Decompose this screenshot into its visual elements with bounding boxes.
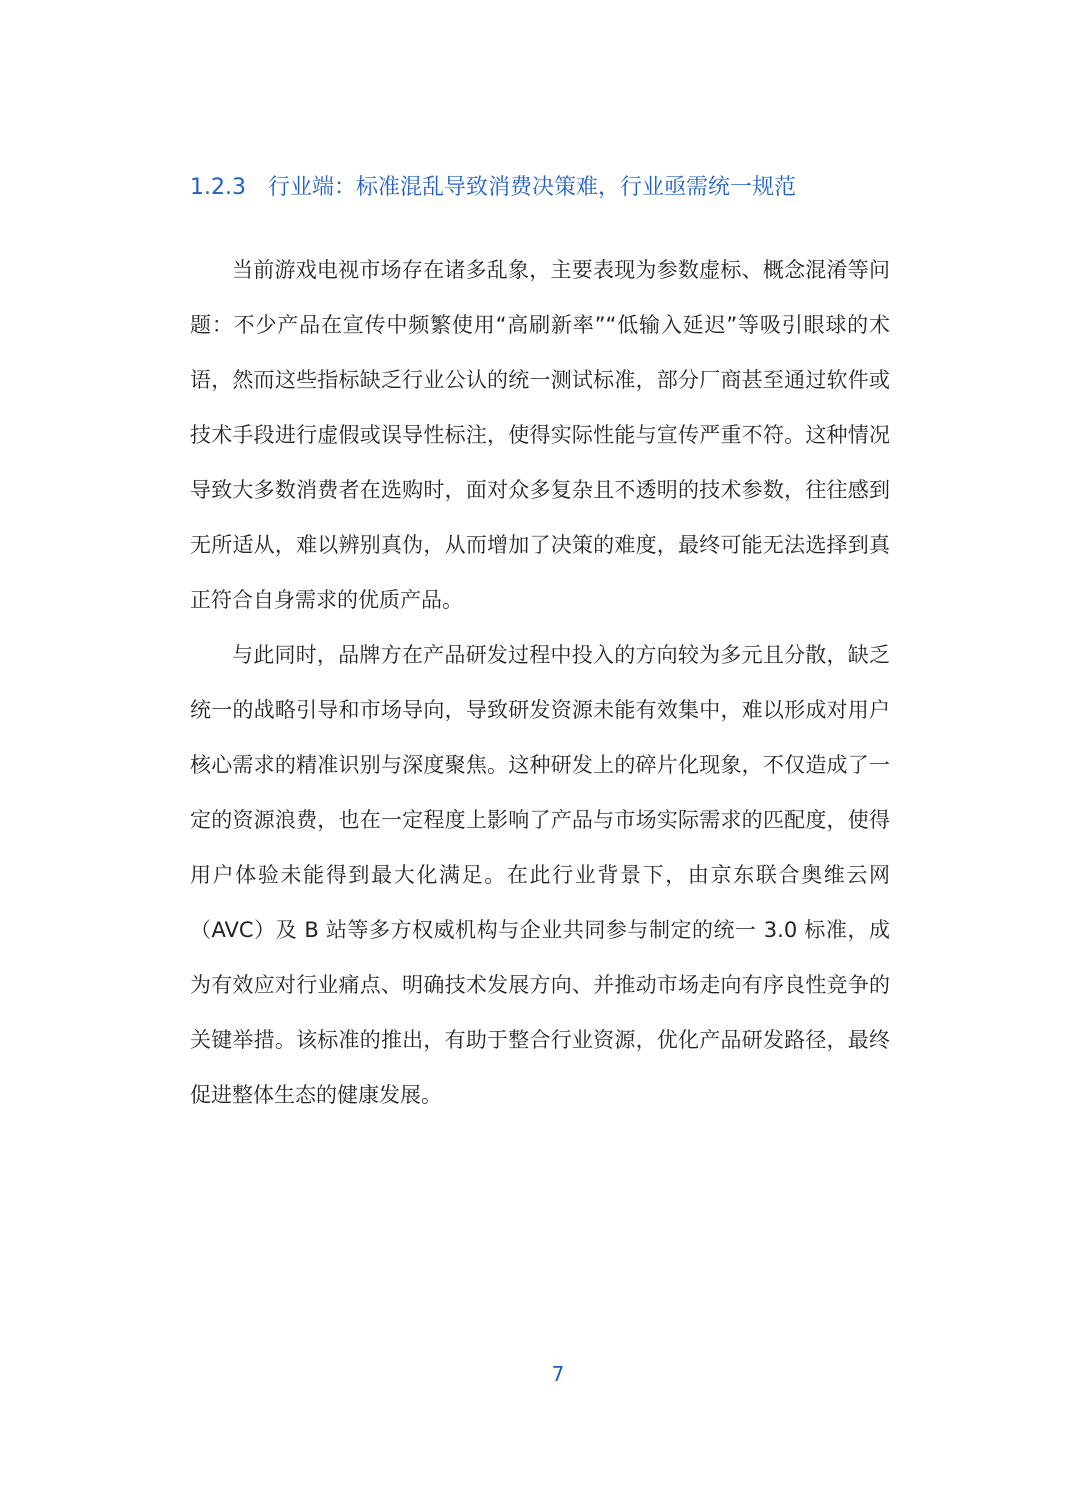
section-title: 行业端：标准混乱导致消费决策难，行业亟需统一规范: [267, 175, 796, 200]
section-number: 1.2.3: [190, 175, 246, 200]
section-heading: [190, 168, 910, 208]
body-paragraph: 当前游戏电视市场存在诸多乱象，主要表现为参数虚标、概念混淆等问题：不少产品在宣传中频繁使用“高刷新率”“低输入延迟”等吸引眼球的术语，然而这些指标缺乏行业公认的统一测试标准，部分厂商甚至通过软件或技术手段进行虚假或误导性标注，使得实际性能与宣传严重不符。这种情况导致大多数消费者在选购时，面对众多复杂且不透明的技术参数，往往感到无所适从，难以辨别真伪，从而增加了决策的难度，最终可能无法选择到真正符合自身需求的优质产品。: [190, 258, 890, 612]
body-paragraph: 与此同时，品牌方在产品研发过程中投入的方向较为多元且分散，缺乏统一的战略引导和市场导向，导致研发资源未能有效集中，难以形成对用户核心需求的精准识别与深度聚焦。这种研发上的碎片化现象，不仅造成了一定的资源浪费，也在一定程度上影响了产品与市场实际需求的匹配度，使得用户体验未能得到最大化满足。在此行业背景下，由京东联合奥维云网（AVC）及 B 站等多方权威机构与企业共同参与制定的统一 3.0 标准，成为有效应对行业痛点、明确技术发展方向、并推动市场走向有序良性竞争的关键举措。该标准的推出，有助于整合行业资源，优化产品研发路径，最终促进整体生态的健康发展。: [190, 643, 890, 1107]
page-number: 7: [551, 1362, 565, 1386]
